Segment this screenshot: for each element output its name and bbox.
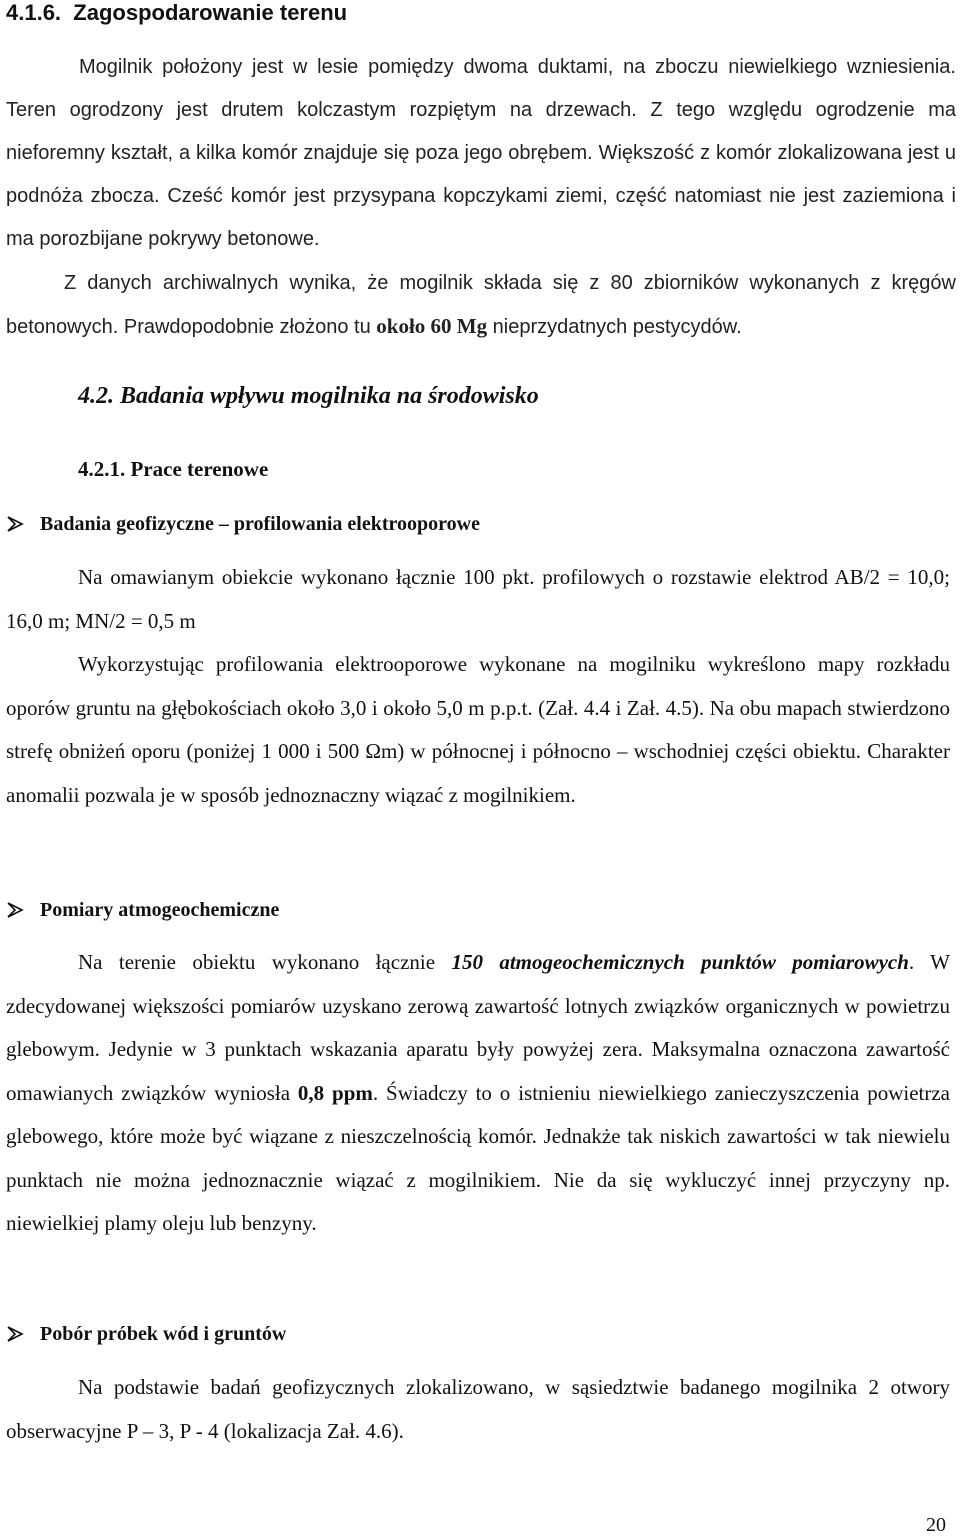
- atmogeochemistry-points-count: 150 atmogeochemicznych punktów pomiarowych: [451, 950, 909, 974]
- section-421-number: 4.2.1.: [78, 457, 126, 481]
- bullet-atmogeochemistry-heading: Pomiary atmogeochemiczne: [40, 898, 280, 921]
- section-416-title: Zagospodarowanie terenu: [73, 0, 348, 25]
- atmogeochemistry-text-mid: . W zdecydowanej większości pomiarów uzyskano zerową zawartość lotnych związków organicznych w powietrzu glebowym. Jedynie w 3 punktach wskazania aparatu były powyżej zera. Maksymalna oznaczona zawartość omawianych związków wyniosła: [6, 950, 950, 1105]
- bullet-atmogeochemistry: [6, 896, 279, 924]
- paragraph-2-bold-amount: około 60 Mg: [376, 314, 488, 338]
- section-42-title: Badania wpływu mogilnika na środowisko: [120, 383, 539, 409]
- geophysics-paragraph-1-text: Na omawianym obiekcie wykonano łącznie 100 pkt. profilowych o rozstawie elektrod AB/2 = 10,0; 16,0 m; MN/2 = 0,5 m: [6, 565, 950, 633]
- atmogeochemistry-text-after: . Świadczy to o istnieniu niewielkiego zanieczyszczenia powietrza glebowego, które może być wiązane z nieszczelnością komór. Jednakże tak niskich zawartości w tak niewielu punktach nie można jednoznacznie wiązać z mogilnikiem. Nie da się wykluczyć innej przyczyny np. niewielkiej plamy oleju lub benzyny.: [6, 1080, 950, 1235]
- arrowhead-bullet-icon: [6, 1325, 24, 1343]
- geophysics-paragraph-2: [6, 643, 950, 817]
- section-42-heading: [78, 381, 539, 411]
- geophysics-paragraph-1: [6, 556, 950, 643]
- bullet-geophysics: [6, 510, 480, 538]
- section-416-number: 4.1.6.: [6, 0, 62, 25]
- section-421-heading: [78, 455, 268, 483]
- section-416-paragraph-2: [6, 262, 956, 349]
- atmogeochemistry-max-ppm: 0,8 ppm: [297, 1080, 373, 1105]
- section-42-number: 4.2.: [78, 383, 114, 409]
- bullet-sampling-heading: Pobór próbek wód i gruntów: [40, 1322, 287, 1345]
- paragraph-2-text-before: Z danych archiwalnych wynika, że mogilnik składa się z 80 zbiorników wykonanych z kręgów betonowych. Prawdopodobnie złożono tu: [6, 272, 956, 338]
- arrowhead-bullet-icon: [6, 515, 24, 533]
- sampling-paragraph-text: Na podstawie badań geofizycznych zlokalizowano, w sąsiedztwie badanego mogilnika 2 otwory obserwacyjne P – 3, P - 4 (lokalizacja Zał. 4.6).: [6, 1375, 950, 1443]
- bullet-sampling: [6, 1320, 286, 1348]
- geophysics-paragraph-2-text: Wykorzystując profilowania elektrooporowe wykonane na mogilniku wykreślono mapy rozkładu oporów gruntu na głębokościach około 3,0 i około 5,0 m p.p.t. (Zał. 4.4 i Zał. 4.5). Na obu mapach stwierdzono strefę obniżeń oporu (poniżej 1 000 i 500 Ωm) w północnej i północno – wschodniej części obiektu. Charakter anomalii pozwala je w sposób jednoznaczny wiązać z mogilnikiem.: [6, 652, 950, 807]
- section-416-paragraph-1: [6, 46, 956, 261]
- section-416-heading: [6, 0, 347, 26]
- atmogeochemistry-paragraph: [6, 941, 950, 1246]
- page-number: 20: [926, 1514, 946, 1536]
- bullet-geophysics-heading: Badania geofizyczne – profilowania elektrooporowe: [40, 512, 480, 535]
- section-421-title: Prace terenowe: [130, 457, 269, 481]
- arrowhead-bullet-icon: [6, 901, 24, 919]
- sampling-paragraph: [6, 1366, 950, 1453]
- paragraph-2-text-after: nieprzydatnych pestycydów.: [487, 316, 742, 338]
- section-416-paragraph-1-text: Mogilnik położony jest w lesie pomiędzy dwoma duktami, na zboczu niewielkiego wzniesienia. Teren ogrodzony jest drutem kolczastym rozpiętym na drzewach. Z tego względu ogrodzenie ma nieforemny kształt, a kilka komór znajduje się poza jego obrębem. Większość z komór zlokalizowana jest u podnóża zbocza. Cześć komór jest przysypana kopczykami ziemi, część natomiast nie jest zaziemiona i ma porozbijane pokrywy betonowe.: [6, 56, 956, 250]
- atmogeochemistry-text-before: Na terenie obiektu wykonano łącznie: [78, 950, 452, 974]
